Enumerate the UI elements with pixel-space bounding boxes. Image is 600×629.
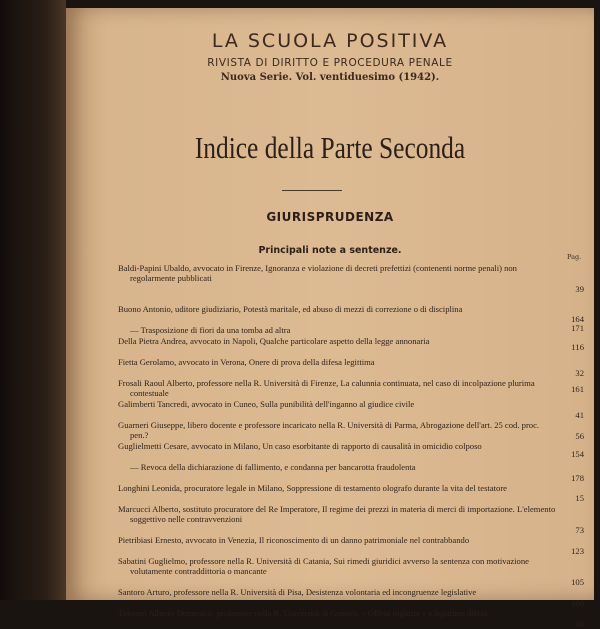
- entry-text: Fietta Gerolamo, avvocato in Verona, Onere di prova della difesa legittima: [118, 357, 375, 367]
- entry-text: Della Pietra Andrea, avvocato in Napoli, Qualche particolare aspetto della legge annonaria: [118, 336, 430, 346]
- entry-page: 178: [571, 473, 584, 483]
- page-column-label: Pag.: [567, 253, 582, 261]
- entry-page: 164: [571, 314, 584, 324]
- index-entry: [118, 504, 584, 535]
- entry-text: Guarneri Giuseppe, libero docente e professore incaricato nella R. Università di Parma, Abrogazione dell'art. 25 cod. proc. pen.?: [118, 420, 540, 441]
- index-entry: [118, 420, 584, 441]
- index-entry: [118, 535, 584, 556]
- entry-text: Baldi-Papini Ubaldo, avvocato in Firenze, Ignoranza e violazione di decreti prefettizi (contenenti norme penali) non regolarmente pubblicati: [118, 263, 517, 284]
- section-heading: GIURISPRUDENZA: [266, 210, 394, 224]
- entry-page: 105: [571, 577, 584, 587]
- entry-text: Santoro Arturo, professore nella R. Università di Pisa, Desistenza volontaria ed incongruenze legislative: [118, 587, 477, 597]
- index-entry: [118, 304, 584, 325]
- index-entry: [118, 608, 584, 629]
- entry-page: 123: [571, 546, 584, 556]
- entry-text: Tolomei Alberto Domenico, professore nella R. Università di Genova, « Offesa ingiusta » e legittima difesa: [118, 608, 488, 618]
- book-gutter-shadow: [0, 0, 66, 600]
- journal-series: Nuova Serie. Vol. ventiduesimo (1942).: [220, 72, 440, 83]
- entry-text: Buono Antonio, uditore giudiziario, Potestà maritale, ed abuso di mezzi di correzione o di disciplina: [118, 304, 463, 314]
- entry-text: — Revoca della dichiarazione di fallimento, e condanna per bancarotta fraudolenta: [130, 462, 416, 472]
- index-entry: [118, 462, 584, 483]
- subsection-heading: Principali note a sentenze.: [258, 245, 402, 256]
- index-entries: [118, 263, 584, 629]
- entry-page: 116: [571, 342, 584, 352]
- entry-text: Pietribiasi Ernesto, avvocato in Venezia, Il riconoscimento di un danno patrimoniale nel contrabbando: [118, 535, 470, 545]
- entry-page: 160: [571, 598, 584, 608]
- entry-page: 161: [571, 384, 584, 394]
- entry-page: 73: [575, 525, 584, 535]
- journal-subtitle: RIVISTA DI DIRITTO E PROCEDURA PENALE: [207, 57, 453, 69]
- index-entry: [118, 556, 584, 587]
- entry-text: Longhini Leonida, procuratore legale in Milano, Soppressione di testamento olografo durante la vita del testatore: [118, 483, 507, 493]
- entry-text: Frosali Raoul Alberto, professore nella R. Università di Firenze, La calunnia continuata, nel caso di incolpazione plurima contestuale: [118, 378, 535, 399]
- entry-text: Sabatini Guglielmo, professore nella R. Università di Catania, Sui rimedi giuridici avverso la sentenza con motivazione volutamente contraddittoria o mancante: [118, 556, 529, 577]
- entry-page: 154: [571, 449, 584, 459]
- entry-text: Marcucci Alberto, sostituto procuratore del Re Imperatore, Il regime dei prezzi in materia di merci di importazione. L'elemento soggettivo nelle contravvenzioni: [118, 504, 556, 525]
- entry-page: 15: [575, 493, 584, 503]
- entry-page: 56: [575, 431, 584, 441]
- entry-page: 171: [571, 323, 584, 333]
- entry-text: — Trasposizione di fiori da una tomba ad altra: [130, 325, 291, 335]
- index-entry: [118, 483, 584, 504]
- title-divider: [282, 190, 342, 191]
- index-entry: [118, 441, 584, 462]
- entry-page: 39: [575, 284, 584, 294]
- book-page: [66, 8, 594, 629]
- entry-page: 32: [575, 368, 584, 378]
- index-entry: [118, 323, 584, 336]
- page-title: Indice della Parte Seconda: [194, 130, 466, 165]
- index-entry: [118, 336, 584, 357]
- index-entry: [118, 263, 584, 304]
- index-entry: [118, 399, 584, 420]
- journal-title: LA SCUOLA POSITIVA: [211, 30, 449, 52]
- entry-text: Guglielmetti Cesare, avvocato in Milano, Un caso esorbitante di rapporto di causalità in omicidio colposo: [118, 441, 482, 451]
- index-entry: [118, 587, 584, 608]
- index-entry: [118, 378, 584, 399]
- entry-page: 41: [575, 410, 584, 420]
- entry-text: Galimberti Tancredi, avvocato in Cuneo, Sulla punibilità dell'inganno al giudice civile: [118, 399, 415, 409]
- index-entry: [118, 357, 584, 378]
- entry-page: 86: [575, 619, 584, 629]
